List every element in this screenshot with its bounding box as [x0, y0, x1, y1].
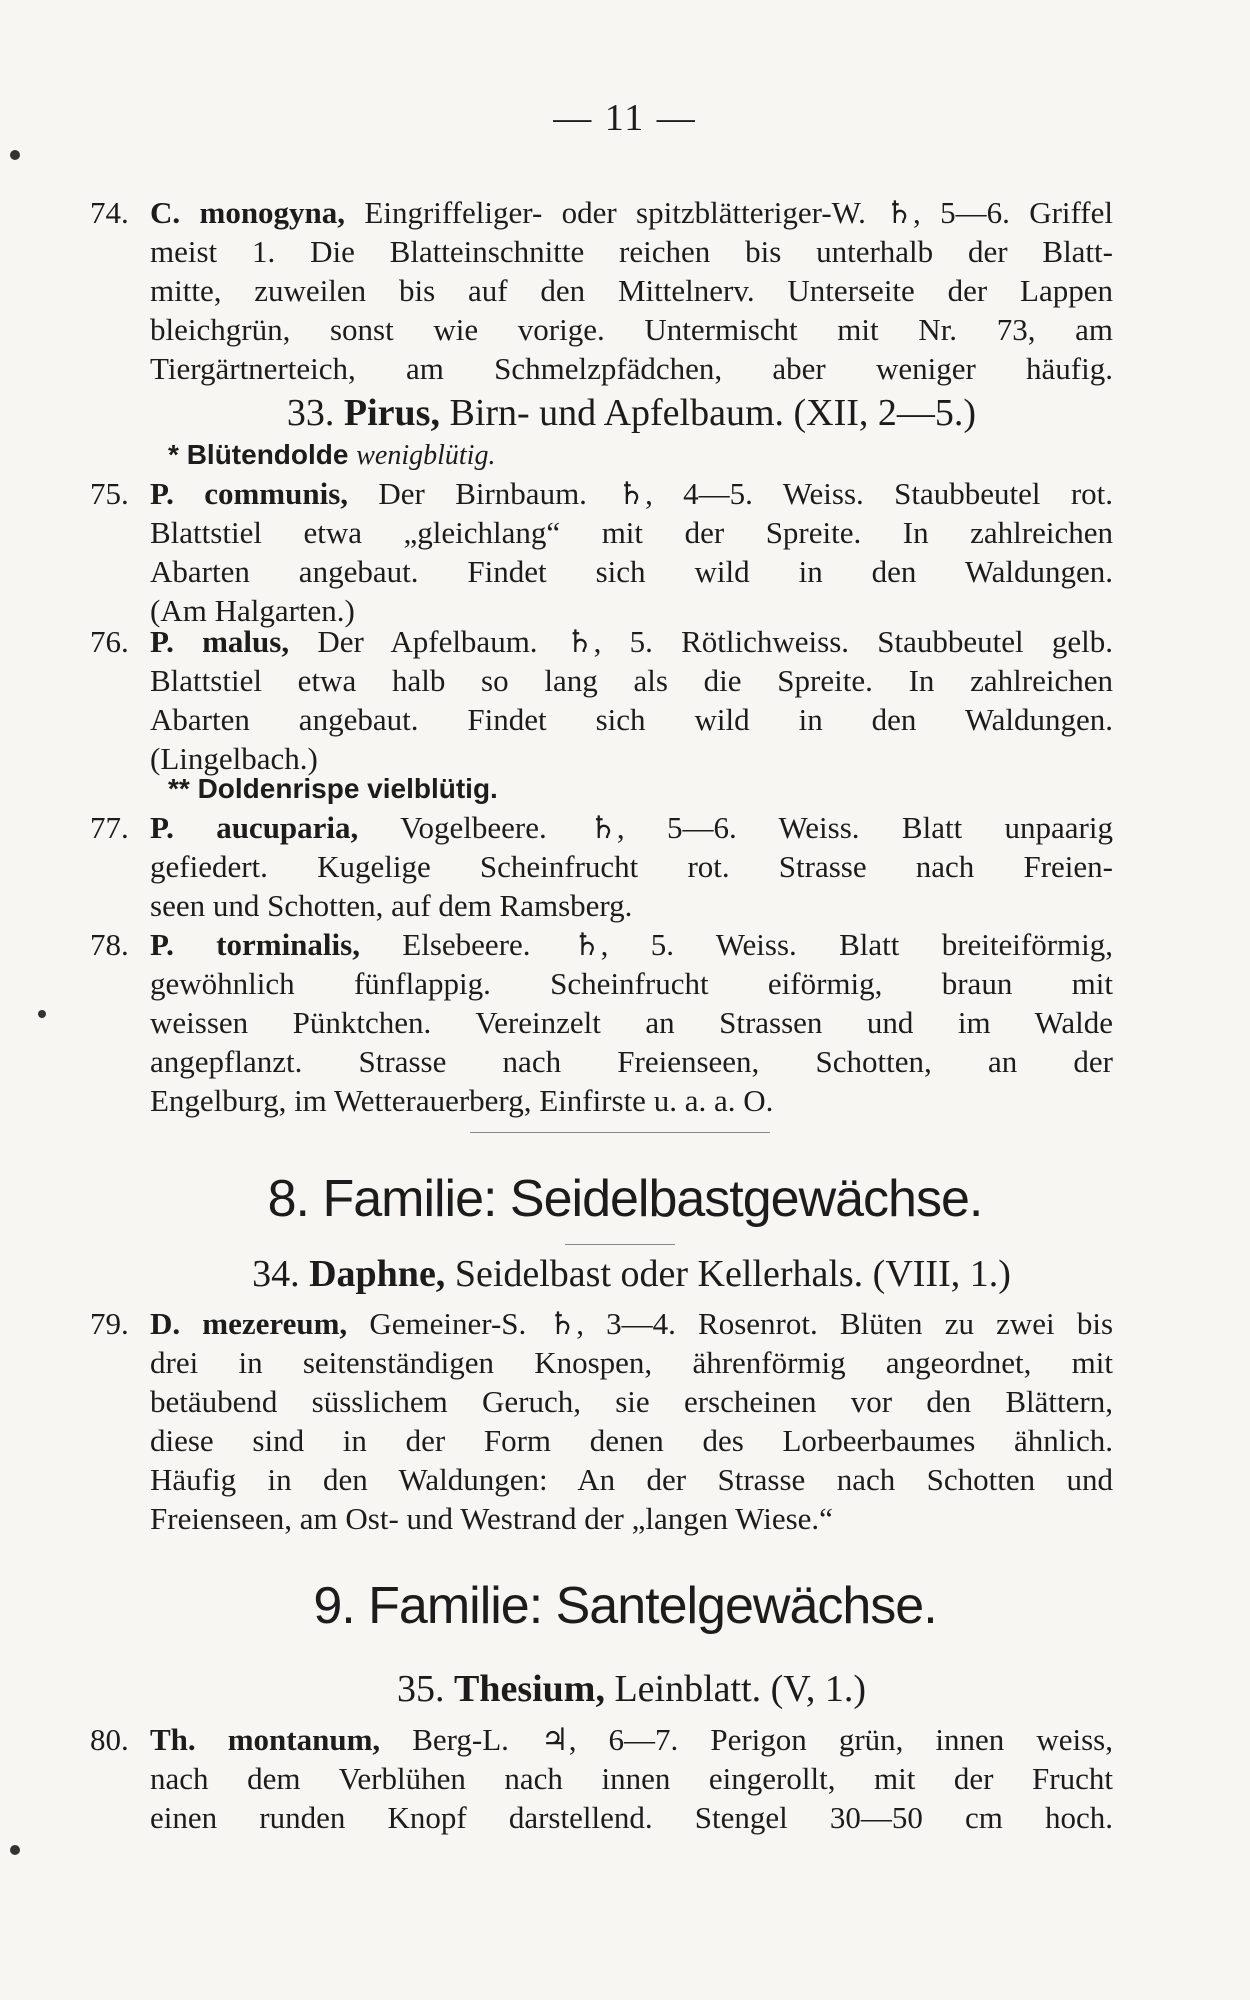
entry-75 — [90, 474, 1114, 630]
entry-text: Berg-L. ♃, 6—7. Perigon grün, innen weiss, — [412, 1722, 1113, 1757]
entry-80 — [90, 1720, 1113, 1837]
entry-number: 80. — [90, 1722, 129, 1757]
subgroup-marker: ** — [168, 773, 190, 804]
entry-text: seen und Schotten, auf dem Ramsberg. — [150, 888, 633, 923]
genus-35-heading — [150, 1665, 1113, 1713]
entry-text: diese sind in der Form denen des Lorbeerbaumes ähnlich. — [150, 1423, 1113, 1458]
genus-description: Leinblatt. (V, 1.) — [614, 1668, 866, 1710]
genus-description: Birn- und Apfelbaum. (XII, 2—5.) — [449, 392, 977, 434]
subgroup-label: Blütendolde — [186, 439, 349, 470]
entry-number: 75. — [90, 476, 129, 511]
entry-text: weissen Pünktchen. Vereinzelt an Strassen und im Walde — [150, 1005, 1113, 1040]
genus-33-heading — [150, 389, 1113, 437]
entry-text: Abarten angebaut. Findet sich wild in den Waldungen. — [150, 702, 1113, 737]
entry-text: Gemeiner-S. ♄, 3—4. Rosenrot. Blüten zu zwei bis — [369, 1306, 1114, 1341]
entry-74 — [90, 193, 1113, 388]
family-8-heading: 8. Familie: Seidelbastgewächse. — [267, 1170, 983, 1228]
entry-text: gefiedert. Kugelige Scheinfrucht rot. Strasse nach Freien- — [150, 849, 1113, 884]
entry-text: Eingriffeliger- oder spitzblätteriger-W. ♄, 5—6. Griffel — [364, 195, 1113, 230]
species-name: D. mezereum, — [150, 1306, 348, 1341]
entry-text: nach dem Verblühen nach innen eingerollt, mit der Frucht — [150, 1761, 1113, 1796]
entry-number: 77. — [90, 810, 129, 845]
entry-text: Abarten angebaut. Findet sich wild in den Waldungen. — [150, 554, 1113, 589]
species-name: P. malus, — [150, 624, 290, 659]
species-name: P. torminalis, — [150, 927, 360, 962]
entry-text: bleichgrün, sonst wie vorige. Untermischt mit Nr. 73, am — [150, 312, 1113, 347]
entry-79 — [90, 1304, 1114, 1538]
subgroup-marker: * — [168, 439, 179, 470]
entry-text: Blattstiel etwa halb so lang als die Spreite. In zahlreichen — [150, 663, 1113, 698]
entry-text: Häufig in den Waldungen: An der Strasse nach Schotten und — [150, 1462, 1113, 1497]
entry-text: drei in seitenständigen Knospen, ährenförmig angeordnet, mit — [150, 1345, 1113, 1380]
entry-text: mitte, zuweilen bis auf den Mittelnerv. Unterseite der Lappen — [150, 273, 1113, 308]
genus-name: Thesium, — [453, 1668, 605, 1710]
entry-text: Engelburg, im Wetterauerberg, Einfirste u. a. a. O. — [150, 1083, 774, 1118]
entry-text: Elsebeere. ♄, 5. Weiss. Blatt breiteiförmig, — [402, 927, 1113, 962]
entry-text: meist 1. Die Blatteinschnitte reichen bis unterhalb der Blatt- — [150, 234, 1113, 269]
entry-number: 78. — [90, 927, 129, 962]
genus-description: Seidelbast oder Kellerhals. (VIII, 1.) — [454, 1253, 1011, 1295]
margin-speck — [10, 150, 20, 160]
genus-34-heading — [150, 1250, 1113, 1298]
subgroup-1 — [150, 436, 1113, 475]
entry-number: 74. — [90, 195, 129, 230]
entry-text: Tiergärtnerteich, am Schmelzpfädchen, aber weniger häufig. — [150, 351, 1113, 386]
entry-text: Blattstiel etwa „gleichlang“ mit der Spreite. In zahlreichen — [150, 515, 1113, 550]
subgroup-2 — [150, 770, 1113, 808]
genus-number: 33. — [286, 392, 335, 434]
entry-number: 79. — [90, 1306, 129, 1341]
species-name: P. communis, — [150, 476, 349, 511]
entry-text: angepflanzt. Strasse nach Freienseen, Schotten, an der — [150, 1044, 1113, 1079]
genus-number: 35. — [396, 1668, 445, 1710]
species-name: P. aucuparia, — [150, 810, 359, 845]
subgroup-italic: wenigblütig. — [356, 440, 496, 471]
entry-text: Freienseen, am Ost- und Westrand der „langen Wiese.“ — [150, 1501, 833, 1536]
entry-78 — [90, 925, 1113, 1120]
entry-number: 76. — [90, 624, 129, 659]
entry-text: Vogelbeere. ♄, 5—6. Weiss. Blatt unpaarig — [400, 810, 1113, 845]
entry-77 — [90, 808, 1113, 925]
species-name: Th. montanum, — [150, 1722, 381, 1757]
family-9-heading: 9. Familie: Santelgewächse. — [313, 1577, 937, 1635]
entry-text: (Lingelbach.) — [150, 741, 318, 776]
entry-text: Der Birnbaum. ♄, 4—5. Weiss. Staubbeutel rot. — [378, 476, 1114, 511]
species-name: C. monogyna, — [150, 195, 346, 230]
genus-number: 34. — [252, 1253, 300, 1295]
margin-speck — [10, 1845, 20, 1855]
subgroup-label: Doldenrispe vielblütig. — [197, 773, 498, 804]
entry-text: betäubend süsslichem Geruch, sie erscheinen vor den Blättern, — [150, 1384, 1113, 1419]
entry-text: Der Apfelbaum. ♄, 5. Rötlichweiss. Staubbeutel gelb. — [317, 624, 1113, 659]
genus-name: Daphne, — [309, 1253, 446, 1295]
entry-text: einen runden Knopf darstellend. Stengel 30—50 cm hoch. — [150, 1800, 1113, 1835]
genus-name: Pirus, — [343, 392, 440, 434]
entry-76 — [90, 622, 1113, 778]
page-number: — 11 — — [553, 97, 697, 139]
section-divider — [470, 1132, 770, 1133]
margin-speck — [38, 1010, 46, 1018]
short-rule — [565, 1244, 675, 1245]
entry-text: gewöhnlich fünflappig. Scheinfrucht eiförmig, braun mit — [150, 966, 1113, 1001]
entry-text: (Am Halgarten.) — [150, 593, 355, 628]
